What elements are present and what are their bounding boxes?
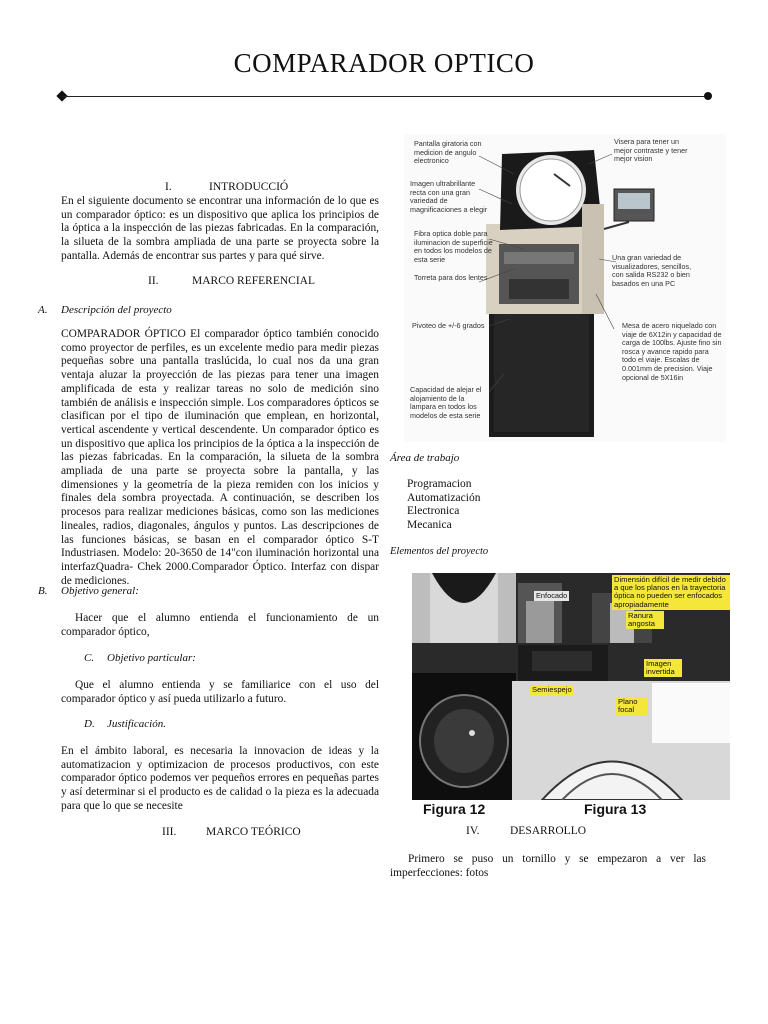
desarrollo-block [390,853,706,880]
subsection-letter: B. [38,585,48,597]
justificacion-paragraph: En el ámbito laboral, es necesaria la innovacion de ideas y la automatizacion y optimizacion de procesos productivos, con este comparador óptico podemos ver pequeños errores en pequeñas partes y así determinar si el producto es de calidad o la pieza es la adecuada para que lo que se necesite [61,745,379,812]
callout-visualizadores: Una gran variedad de visualizadores, sencillos, con salida RS232 o bien basados en una PC [612,253,692,288]
tag-semiespejo: Semiespejo [532,685,572,694]
figure-13-label: Figura 13 [584,801,647,817]
section-title: MARCO TEÓRICO [206,826,301,838]
section-number: I. [165,181,172,193]
callout-torreta: Torreta para dos lentes [414,273,488,282]
callout-pivoteo: Pivoteo de +/-6 grados [412,321,485,330]
document-title: COMPARADOR OPTICO [233,48,535,78]
area-trabajo-list [407,478,480,532]
rule-dot-right [704,92,712,100]
subsection-letter: A. [38,304,48,316]
justificacion-block [61,745,379,814]
tag-enfocado: Enfocado [536,591,568,600]
intro-paragraph: En el siguiente documento se encontrar una información de lo que es un comparador óptico: es un dispositivo que aplica los principios de la óptica a la inspección de las piezas fabricadas. En la comparación, la silueta de la sombra ampliada de una parte se proyecta sobre la pantalla. Además de encontrar sus partes y para qué sirve. [61,195,379,262]
elementos-heading: Elementos del proyecto [390,546,489,557]
section-number: IV. [466,825,480,837]
section-number: II. [148,275,159,287]
subsection-b-heading [38,585,139,597]
tag-plano-focal: Plano focal [616,697,648,715]
subsection-c-heading [84,652,196,664]
subsection-a-heading [38,304,172,316]
section-4-heading [466,825,586,837]
objetivo-particular-block [61,679,379,706]
list-item: Automatización [407,491,481,504]
comparator-machine-figure [404,134,726,442]
figures-12-13-photo [412,573,730,800]
list-item: Programacion [407,478,472,490]
section-title: MARCO REFERENCIAL [192,275,315,287]
tag-ranura-angosta: Ranura angosta [626,611,664,629]
area-trabajo-heading: Área de trabajo [390,452,460,464]
subsection-title: Objetivo particular: [107,652,196,664]
callout-visera: Visera para tener un mejor contraste y tener mejor vision [614,137,688,164]
subsection-letter: D. [84,718,95,730]
intro-block [61,195,379,264]
tag-imagen-invertida: Imagen invertida [644,659,682,677]
objetivo-general-paragraph: Hacer que el alumno entienda el funcionamiento de un comparador óptico, [61,612,379,638]
list-item: Electronica [407,505,460,517]
section-2-heading [148,275,315,287]
callout-imagen: Imagen ultrabrillante recta con una gran variedad de magnificaciones a elegir [410,179,488,214]
title-rule [62,96,708,97]
objetivo-particular-paragraph: Que el alumno entienda y se familiarice con el uso del comparador óptico y así pueda utilizarlo a futuro. [61,679,379,705]
description-paragraph: COMPARADOR ÓPTICO El comparador óptico también conocido como proyector de perfiles, es un excelente medio para medir piezas pequeñas sobre una pantalla traslúcida, lo cual nos da una gran ventaja aluzar la proyección de las piezas para tener una imagen amplificada de esta y realizar tareas no solo de medición sino también de análisis e inspección simple. Los comparadores ópticos se clasifican por el tipo de iluminación que emplean, en horizontal, vertical ascendente y vertical descendente. Un comparador óptico es un dispositivo que aplica los principios de la óptica a la inspección de las piezas fabricadas. En la comparación, la silueta de la sombra ampliada de una parte se proyecta sobre la pantalla, y las dimensiones y la geometría de la pieza remiden con los inicios y finales dela sombra proyectada. A continuación, se describen los procesos para realizar mediciones básicas, como son las mediciones lineales, radios, diagonales, ángulos y puntos. Las descripciones de las funciones básicas, se basan en el comparador óptico S-T Industriasen. Modelo: 20-3650 de 14"con iluminación horizontal una interfazQuadra- Chek 2000.Comparador Óptico. Interfaz con dispar de mediciones. [61,328,379,587]
section-number: III. [162,826,177,838]
callout-capacidad: Capacidad de alejar el alojamiento de la lampara en todos los modelos de esta serie [410,385,482,420]
subsection-title: Justificación. [107,718,166,730]
section-3-heading [162,826,301,838]
subsection-title: Objetivo general: [61,585,139,597]
callout-mesa: Mesa de acero niquelado con viaje de 6X12in y capacidad de carga de 100lbs. Ajuste fino sin rosca y avance rapido para todo el viaje. Escalas de 0.001mm de precision. Viaje opcional de 5X16in [622,321,722,382]
subsection-letter: C. [84,652,95,664]
objetivo-general-block [61,612,379,639]
tag-dimension-dificil: Dimensión difícil de medir debido a que los planos en la trayectoria óptica no pueden ser enfocados apropiadamente [612,575,730,610]
section-title: DESARROLLO [510,825,587,837]
list-item: Mecanica [407,518,452,531]
figure-12-label: Figura 12 [423,801,486,817]
callout-fibra: Fibra optica doble para iluminacion de superficie en todos los modelos de esta serie [414,229,493,264]
subsection-d-heading [84,718,166,730]
callout-pantalla: Pantalla giratoria con medicion de angulo electronico [414,139,482,166]
subsection-title: Descripción del proyecto [61,304,172,316]
desarrollo-paragraph: Primero se puso un tornillo y se empezaron a ver las imperfecciones: fotos [390,853,706,879]
section-title: INTRODUCCIÓ [209,181,289,193]
section-1-heading [165,181,288,193]
description-block [61,328,379,588]
